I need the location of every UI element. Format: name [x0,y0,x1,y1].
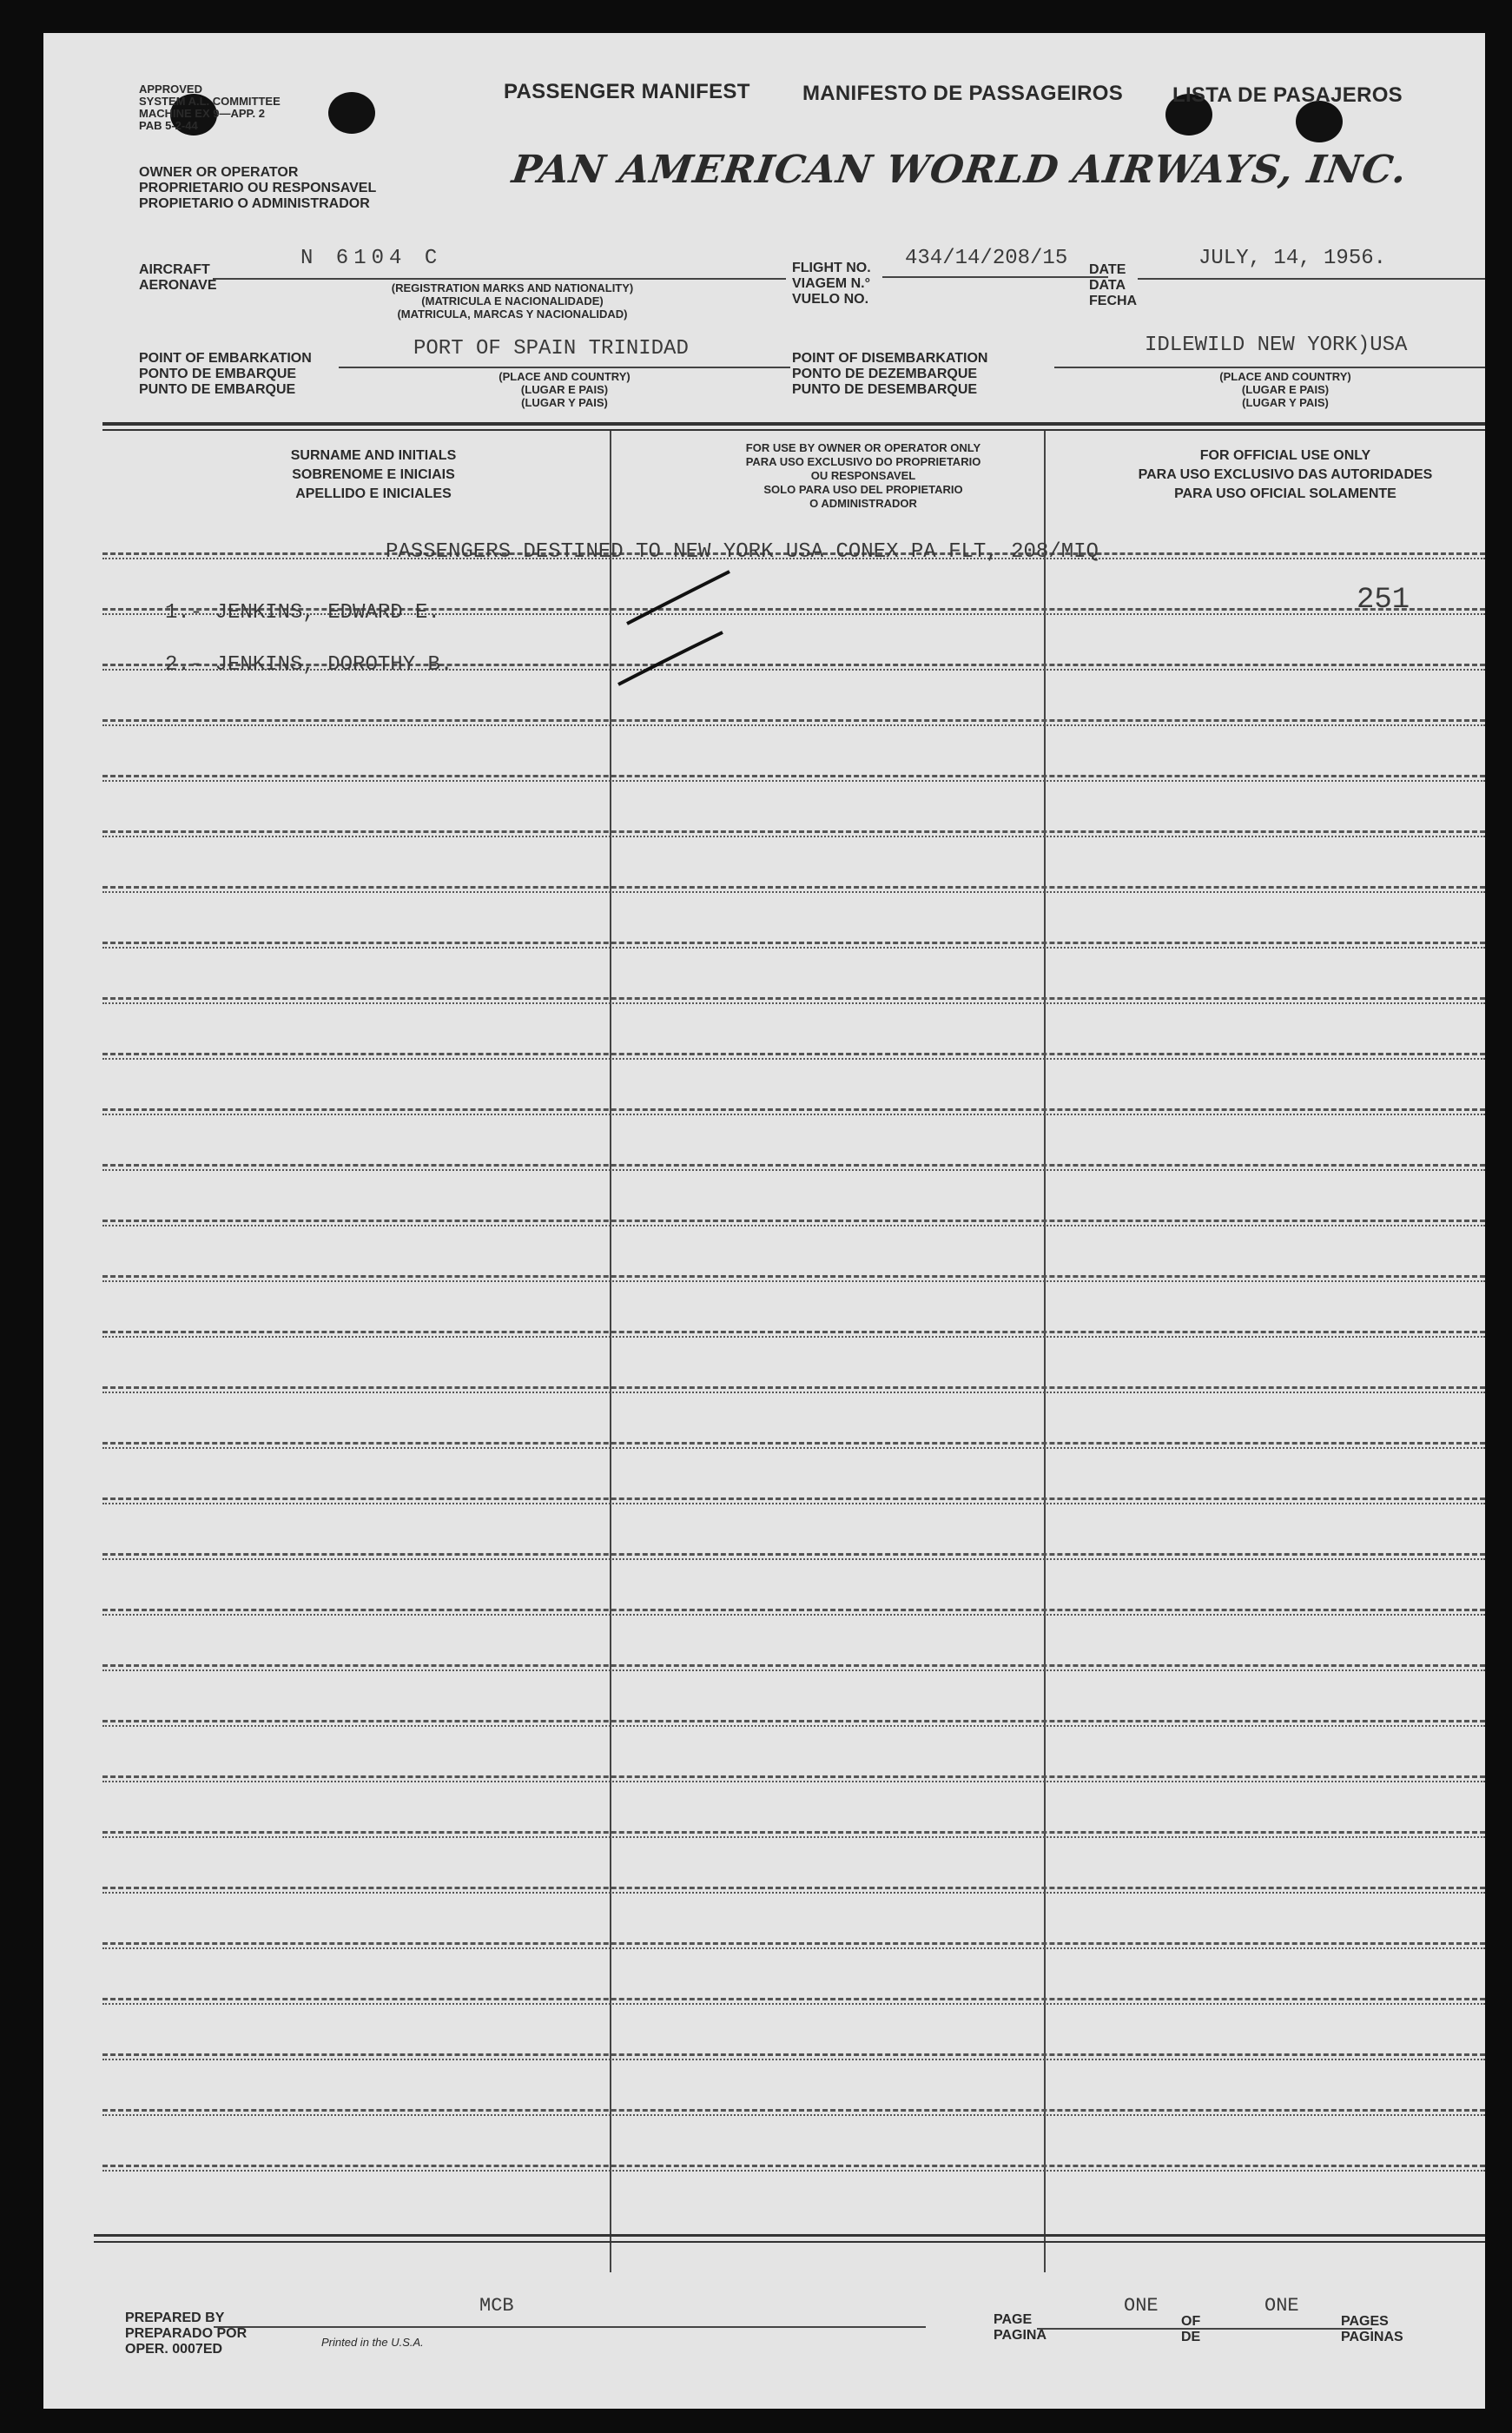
row-rule [102,724,1485,726]
column-divider [1044,431,1046,2272]
row-rule [102,1275,1485,1278]
row-rule [102,1053,1485,1055]
aircraft-label-line: AIRCRAFT [139,262,210,277]
row-rule [102,1614,1485,1616]
preparer-value: MCB [479,2295,514,2317]
column-header-operator [620,441,1106,511]
date-label-line: DATE [1089,262,1126,277]
date-label-line: DATA [1089,278,1126,293]
printed-note: Printed in the U.S.A. [321,2336,424,2349]
disembarkation-sub-line: (LUGAR Y PAIS) [1242,396,1329,409]
row-rule [102,1998,1485,2000]
of-label [1181,2314,1200,2345]
column-header-line: OU RESPONSAVEL [810,469,916,482]
date-label-line: FECHA [1089,294,1138,308]
aircraft-label-line: AERONAVE [139,278,217,293]
row-rule [102,2114,1485,2116]
row-rule [102,2170,1485,2172]
column-header-line: SURNAME AND INITIALS [290,448,457,463]
flight-underline [882,276,1108,278]
aircraft-value: N 6104 C [300,247,443,270]
row-rule [102,1725,1485,1727]
disembarkation-label-line: PONTO DE DEZEMBARQUE [792,367,978,381]
prepared-label [125,2311,247,2357]
official-number: 251 [1357,584,1410,617]
row-rule [102,2053,1485,2056]
row-rule [102,836,1485,837]
row-rule [102,1553,1485,1556]
column-header-line: PARA USO OFICIAL SOLAMENTE [1174,486,1396,501]
of-label-line: OF [1181,2314,1201,2329]
row-rule [102,1442,1485,1445]
embarkation-label [139,351,312,398]
title-en: PASSENGER MANIFEST [504,80,750,103]
embarkation-sub-line: (LUGAR E PAIS) [520,383,609,396]
flight-label-line: VUELO NO. [792,292,869,307]
column-header-line: PARA USO EXCLUSIVO DAS AUTORIDADES [1138,467,1433,482]
row-rule [102,1225,1485,1226]
pages-label-line: PAGES [1341,2314,1389,2329]
approval-line: PAB 5-2-44 [139,119,198,132]
pages-label [1341,2314,1403,2345]
disembarkation-subcaption [1172,370,1398,409]
flight-label [792,261,871,307]
column-header-line: PARA USO EXCLUSIVO DO PROPRIETARIO [745,455,981,468]
row-rule [102,775,1485,777]
table-top-rule [102,422,1485,426]
row-rule [102,942,1485,944]
date-value: JULY, 14, 1956. [1198,247,1387,270]
embarkation-sub-line: (PLACE AND COUNTRY) [498,370,631,383]
aircraft-underline [213,278,786,280]
table-bottom-rule [94,2234,1485,2237]
row-rule [102,1664,1485,1667]
row-rule [102,1720,1485,1722]
title-es: LISTA DE PASAJEROS [1172,83,1403,107]
row-rule [102,1503,1485,1504]
flight-value: 434/14/208/15 [905,247,1068,270]
column-header-line: SOBRENOME E INICIAIS [292,467,455,482]
row-rule [102,2165,1485,2167]
row-rule [102,1887,1485,1889]
disembarkation-underline [1054,367,1485,368]
row-rule [102,1336,1485,1338]
column-header-line: FOR OFFICIAL USE ONLY [1199,448,1371,463]
flight-label-line: VIAGEM N.° [792,276,870,291]
disembarkation-label [792,351,987,398]
page-value: ONE [1124,2295,1159,2317]
operator-name: PAN AMERICAN WORLD AIRWAYS, INC. [509,148,1410,192]
embarkation-label-line: PONTO DE EMBARQUE [139,367,297,381]
row-rule [102,1058,1485,1060]
aircraft-sub-line: (MATRICULA E NACIONALIDADE) [421,294,604,307]
row-rule [102,891,1485,893]
column-header-surname [113,446,634,504]
approval-line: MACHINE EX 9—APP. 2 [139,107,265,120]
aircraft-sub-line: (MATRICULA, MARCAS Y NACIONALIDAD) [397,307,628,321]
embarkation-label-line: PUNTO DE EMBARQUE [139,382,296,397]
column-header-line: SOLO PARA USO DEL PROPIETARIO [763,483,963,496]
row-rule [102,2003,1485,2005]
row-rule [102,1775,1485,1778]
owner-label-line: PROPIETARIO O ADMINISTRADOR [139,196,370,211]
page-label-line: PAGE [994,2312,1033,2327]
row-rule [102,1558,1485,1560]
embarkation-subcaption [452,370,677,409]
row-rule [102,1942,1485,1945]
row-rule [102,1497,1485,1500]
prepared-label-line: OPER. 0007ED [125,2342,223,2357]
check-mark-1 [627,572,730,624]
row-rule [102,2059,1485,2060]
destined-line: PASSENGERS DESTINED TO NEW YORK USA CONEX PA FLT, 208/MIQ [386,540,1099,564]
page-label-line: PAGINA [994,2328,1047,2343]
row-rule [102,997,1485,1000]
owner-label-line: OWNER OR OPERATOR [139,165,299,180]
row-rule [102,1947,1485,1949]
row-rule [102,1386,1485,1389]
pages-value: ONE [1264,2295,1299,2317]
prepared-underline [214,2326,926,2328]
owner-label [139,165,376,212]
pages-label-line: PAGINAS [1341,2330,1403,2344]
disembarkation-sub-line: (LUGAR E PAIS) [1241,383,1330,396]
approval-block [139,83,281,132]
disembarkation-value: IDLEWILD NEW YORK)USA [1145,334,1408,357]
row-rule [102,1831,1485,1834]
row-rule [102,1280,1485,1282]
column-header-official [1060,446,1485,504]
embarkation-sub-line: (LUGAR Y PAIS) [521,396,608,409]
passenger-row-1: 1.- JENKINS, EDWARD E. [165,601,440,625]
row-rule [102,947,1485,949]
row-rule [102,886,1485,889]
row-rule [102,1447,1485,1449]
column-header-line: APELLIDO E INICIALES [295,486,452,501]
column-header-line: FOR USE BY OWNER OR OPERATOR ONLY [745,441,981,454]
column-header-line: O ADMINISTRADOR [809,497,917,510]
row-rule [102,2109,1485,2112]
check-mark-2 [618,632,723,684]
manifest-sheet [43,33,1485,2409]
punch-hole [328,92,375,134]
row-rule [102,1108,1485,1111]
embarkation-underline [339,367,790,368]
row-rule [102,1392,1485,1393]
row-rule [102,1609,1485,1611]
prepared-label-line: PREPARADO POR [125,2326,248,2341]
date-underline [1138,278,1485,280]
row-rule [102,1114,1485,1115]
row-rule [102,1331,1485,1333]
table-bottom-rule [94,2241,1485,2243]
row-rule [102,1164,1485,1167]
row-rule [102,1892,1485,1894]
aircraft-subcaption [330,281,695,321]
check-marks [565,554,764,737]
embarkation-label-line: POINT OF EMBARKATION [139,351,312,366]
flight-label-line: FLIGHT NO. [792,261,871,275]
embarkation-value: PORT OF SPAIN TRINIDAD [413,337,689,360]
passenger-row-2: 2.- JENKINS, DOROTHY B. [165,653,453,677]
owner-label-line: PROPRIETARIO OU RESPONSAVEL [139,181,377,195]
row-rule [102,1220,1485,1222]
row-rule [102,830,1485,833]
aircraft-sub-line: (REGISTRATION MARKS AND NATIONALITY) [391,281,634,294]
disembarkation-label-line: PUNTO DE DESEMBARQUE [792,382,978,397]
date-label [1089,262,1137,309]
disembarkation-sub-line: (PLACE AND COUNTRY) [1219,370,1351,383]
row-rule [102,719,1485,722]
row-rule [102,1781,1485,1782]
row-rule [102,780,1485,782]
approval-line: SYSTEM A.L. COMMITTEE [139,95,281,108]
approval-line: APPROVED [139,83,202,96]
row-rule [102,1669,1485,1671]
title-pt: MANIFESTO DE PASSAGEIROS [802,82,1124,105]
of-label-line: DE [1181,2330,1201,2344]
row-rule [102,1169,1485,1171]
prepared-label-line: PREPARED BY [125,2311,225,2325]
row-rule [102,1836,1485,1838]
disembarkation-label-line: POINT OF DISEMBARKATION [792,351,988,366]
table-top-rule [102,429,1485,431]
aircraft-label [139,262,217,294]
row-rule [102,1002,1485,1004]
